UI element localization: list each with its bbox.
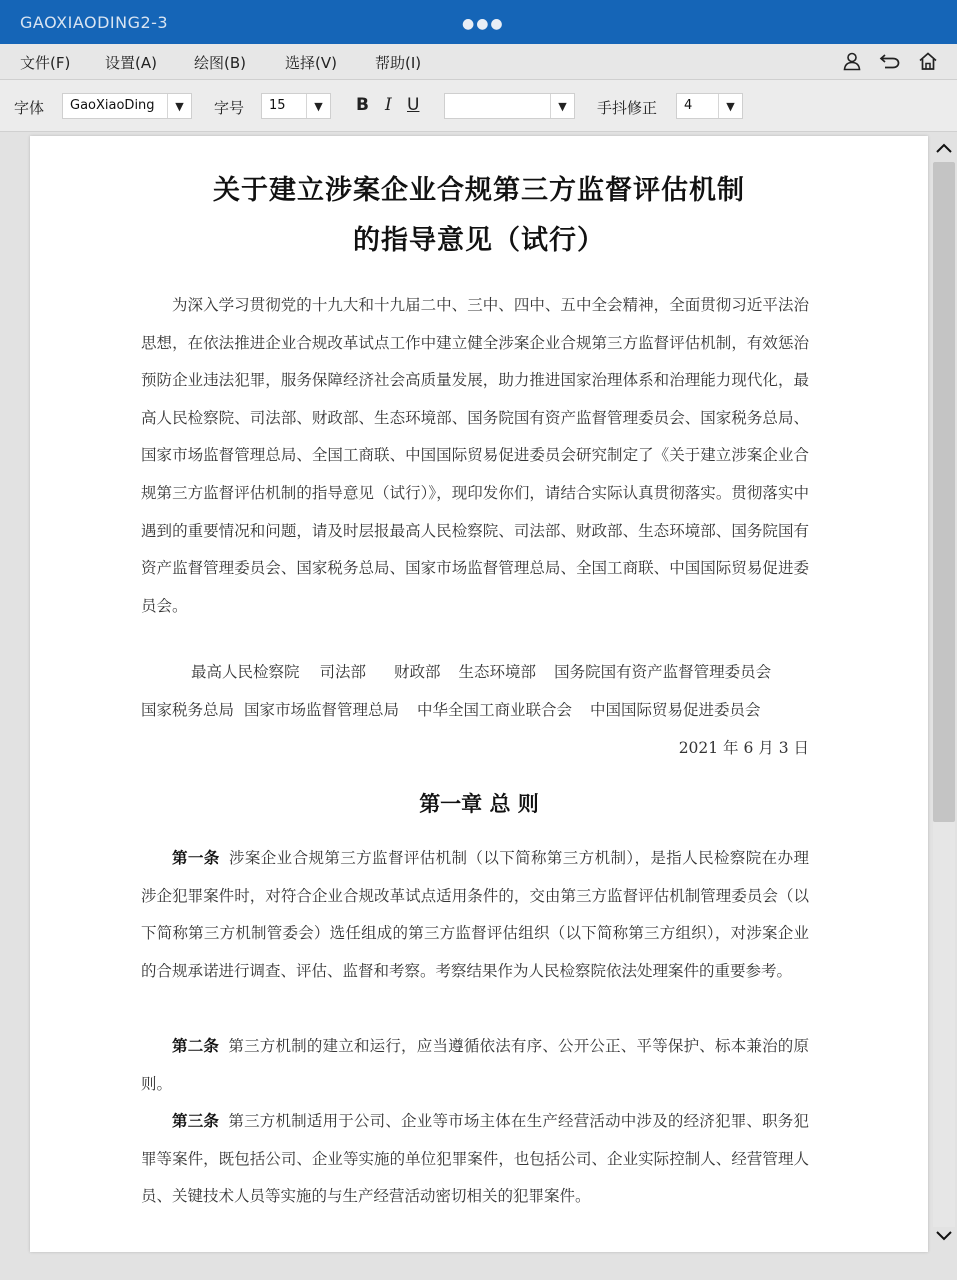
tremor-correction-label: 手抖修正 [597, 99, 658, 117]
menu-settings[interactable]: 设置(A) [105, 54, 157, 72]
user-icon[interactable] [841, 50, 863, 72]
issue-date: 2021 年 6 月 3 日 [678, 739, 809, 757]
title-bar [0, 0, 957, 44]
article-label: 第二条 [172, 1037, 220, 1055]
intro-paragraph: 为深入学习贯彻党的十九大和十九届二中、三中、四中、五中全会精神，全面贯彻习近平法治思想，在依法推进企业合规改革试点工作中建立健全涉案企业合规第三方监督评估机制，有效惩治预防企业违法犯罪，服务保障经济社会高质量发展，助力推进国家治理体系和治理能力现代化，最高人民检察院、司法部、财政部、生态环境部、国务院国有资产监督管理委员会、国家税务总局、国家市场监督管理总局、全国工商联、中国国际贸易促进委员会研究制定了《关于建立涉案企业合规第三方监督评估机制的指导意见（试行）》，现印发你们，请结合实际认真贯彻落实。贯彻落实中遇到的重要情况和问题，请及时层报最高人民检察院、司法部、财政部、生态环境部、国务院国有资产监督管理委员会、国家税务总局、国家市场监督管理总局、全国工商联、中国国际贸易促进委员会。 [141, 296, 809, 615]
signer: 财政部 [394, 663, 441, 681]
home-icon[interactable] [917, 50, 939, 72]
article-3 [141, 1103, 809, 1216]
bold-button[interactable]: B [356, 95, 369, 115]
tremor-correction-select[interactable] [676, 93, 743, 119]
chevron-down-icon[interactable]: ▼ [167, 94, 191, 118]
document-page[interactable] [30, 136, 928, 1252]
window-menu-dots[interactable]: ●●● [462, 16, 505, 32]
font-label: 字体 [14, 99, 45, 117]
doc-title-line2: 的指导意见（试行） [353, 225, 605, 256]
chapter-heading: 第一章 总 则 [419, 792, 539, 816]
chevron-down-icon[interactable]: ▼ [718, 94, 742, 118]
article-2 [141, 1028, 809, 1103]
signer: 国务院国有资产监督管理委员会 [554, 663, 772, 681]
signers-line2 [141, 698, 809, 720]
underline-button[interactable]: U [407, 95, 420, 115]
style-select[interactable] [444, 93, 575, 119]
menu-draw[interactable]: 绘图(B) [194, 54, 246, 72]
article-text: 涉案企业合规第三方监督评估机制（以下简称第三方机制），是指人民检察院在办理涉企犯罪案件时，对符合企业合规改革试点适用条件的，交由第三方监督评估机制管理委员会（以下简称第三方机制管委会）选任组成的第三方监督评估组织（以下简称第三方组织），对涉案企业的合规承诺进行调查、评估、监督和考察。考察结果作为人民检察院依法处理案件的重要参考。 [141, 849, 809, 980]
signer: 司法部 [319, 663, 367, 681]
size-label: 字号 [214, 99, 245, 117]
italic-button[interactable]: I [385, 95, 392, 115]
article-label: 第三条 [172, 1112, 220, 1130]
signer: 国家税务总局 [141, 701, 235, 719]
signer: 中华全国工商业联合会 [417, 701, 573, 719]
article-1 [141, 840, 809, 990]
scroll-up-button[interactable] [932, 138, 956, 158]
article-label: 第一条 [172, 849, 220, 867]
article-text: 第三方机制的建立和运行，应当遵循依法有序、公开公正、平等保护、标本兼治的原则。 [141, 1037, 809, 1093]
menu-select[interactable]: 选择(V) [285, 54, 337, 72]
format-toolbar [0, 80, 957, 132]
size-select-value: 15 [269, 98, 286, 113]
menu-icon-group [841, 50, 939, 72]
scrollbar-thumb[interactable] [933, 162, 955, 822]
menu-bar [0, 44, 957, 80]
app-title: GAOXIAODING2-3 [20, 13, 169, 32]
font-select[interactable] [62, 93, 192, 119]
article-text: 第三方机制适用于公司、企业等市场主体在生产经营活动中涉及的经济犯罪、职务犯罪等案件，既包括公司、企业等实施的单位犯罪案件，也包括公司、企业实际控制人、经营管理人员、关键技术人员等实施的与生产经营活动密切相关的犯罪案件。 [141, 1112, 809, 1206]
signer: 生态环境部 [458, 663, 537, 681]
menu-help[interactable]: 帮助(I) [375, 54, 422, 72]
signers-line1 [141, 660, 809, 682]
menu-file[interactable]: 文件(F) [20, 54, 71, 72]
tremor-correction-value: 4 [684, 98, 693, 113]
workspace [0, 132, 957, 1280]
signer: 国家市场监督管理总局 [244, 701, 400, 719]
font-select-value: GaoXiaoDing [70, 98, 155, 113]
signer: 最高人民检察院 [191, 663, 300, 681]
chevron-down-icon[interactable]: ▼ [550, 94, 574, 118]
doc-title-line1: 关于建立涉案企业合规第三方监督评估机制 [213, 175, 745, 206]
undo-icon[interactable] [879, 50, 901, 72]
signer: 中国国际贸易促进委员会 [590, 701, 761, 719]
scroll-down-button[interactable] [932, 1226, 956, 1246]
chevron-down-icon[interactable]: ▼ [306, 94, 330, 118]
size-select[interactable] [261, 93, 331, 119]
